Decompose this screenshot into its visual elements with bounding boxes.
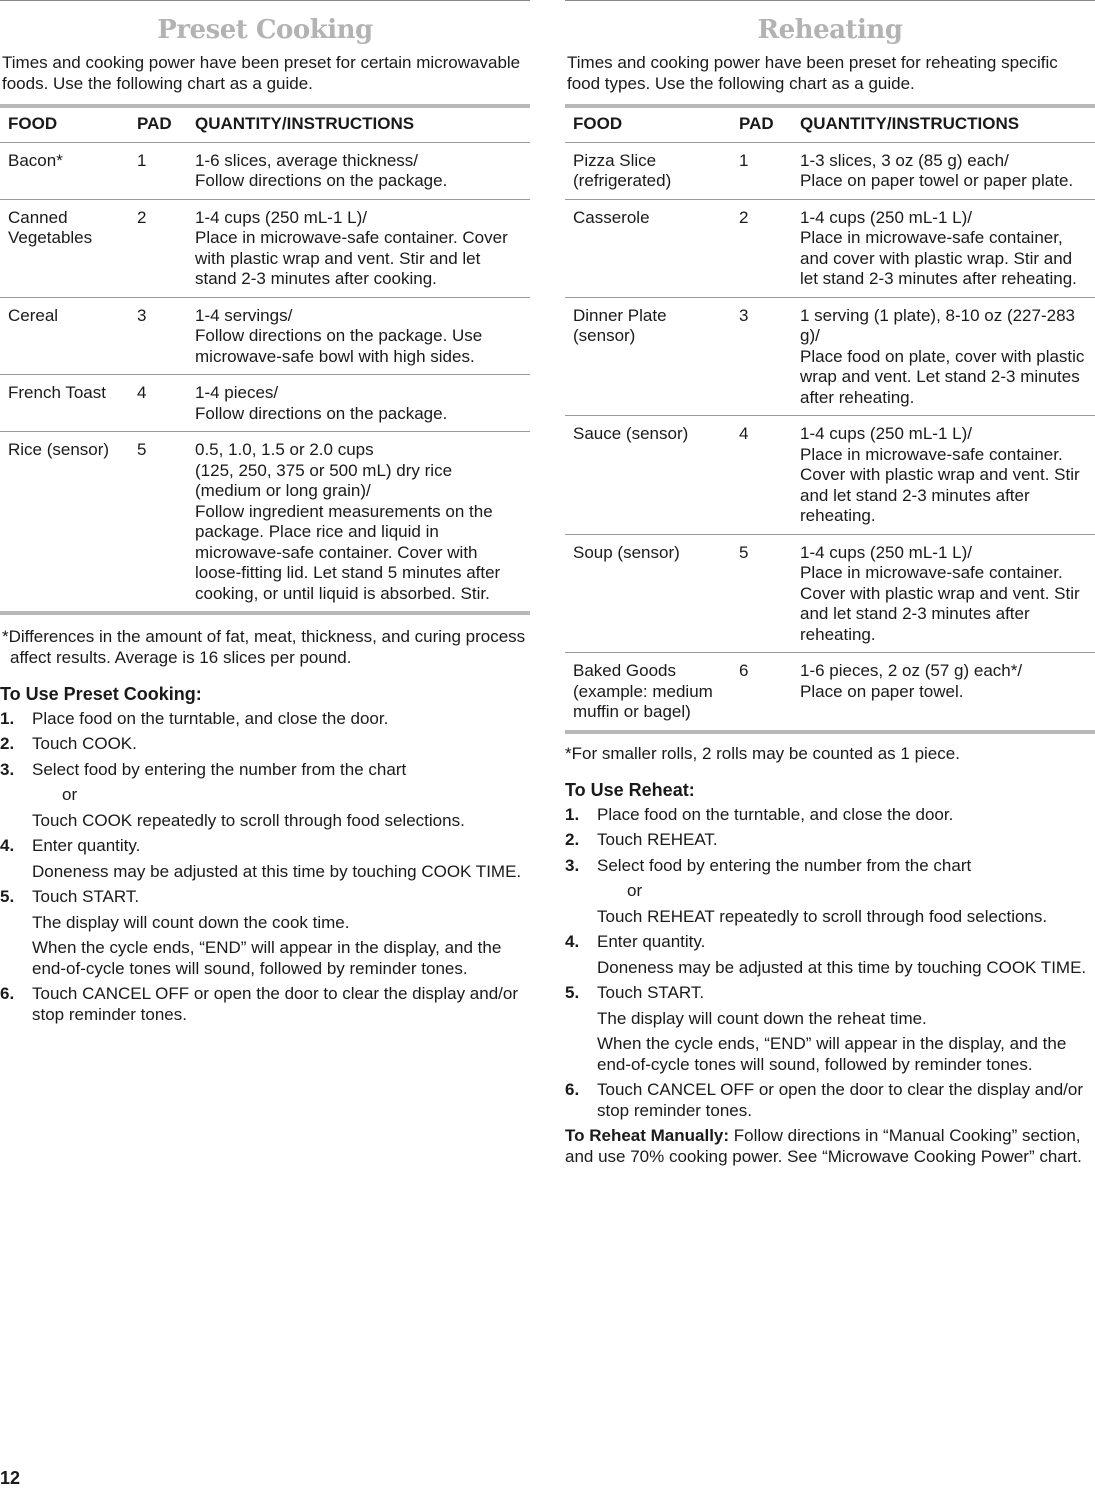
top-rule: [565, 0, 1095, 1]
step-text: Touch REHEAT.: [597, 830, 718, 849]
step-item: [565, 805, 1095, 826]
step-item: [0, 734, 530, 755]
table-row: [565, 653, 1095, 732]
pad-cell: 3: [129, 297, 187, 375]
step-number: 2.: [565, 830, 580, 849]
step-item: [0, 760, 530, 832]
top-rule: [0, 0, 530, 1]
step-number: 4.: [565, 932, 580, 951]
preset-cooking-section: [0, 0, 530, 1030]
step-number: 1.: [565, 804, 580, 824]
table-row: [565, 416, 1095, 535]
step-item: [565, 932, 1095, 978]
food-cell: Casserole: [565, 199, 731, 297]
chart-footnote: *Differences in the amount of fat, meat, thickness, and curing process affect results. Average is 16 slices per pound.: [2, 627, 526, 667]
step-number: 2.: [0, 734, 15, 753]
pad-cell: 1: [129, 142, 187, 199]
pad-cell: 2: [129, 199, 187, 297]
column-header-instructions: QUANTITY/INSTRUCTIONS: [187, 106, 530, 142]
step-item: [0, 984, 530, 1025]
table-row: [565, 534, 1095, 653]
table-row: [565, 142, 1095, 199]
step-text: Touch START.: [32, 887, 140, 906]
column-header-pad: PAD: [731, 106, 792, 142]
step-item: [565, 1080, 1095, 1121]
step-item: [565, 983, 1095, 1075]
step-detail: The display will count down the reheat time.: [597, 1008, 927, 1028]
step-item: [0, 709, 530, 730]
howto-title: To Use Preset Cooking:: [0, 684, 202, 704]
table-row: [0, 297, 530, 375]
page-number: 12: [0, 1468, 21, 1488]
table-row: [0, 375, 530, 432]
pad-cell: 1: [731, 142, 792, 199]
table-row: [0, 142, 530, 199]
table-row: [565, 297, 1095, 416]
instructions-cell: 1-4 cups (250 mL-1 L)/ Place in microwave-safe container. Cover with plastic wrap and vent. Stir and let stand 2-3 minutes after reheating.: [792, 416, 1095, 535]
table-row: [0, 199, 530, 297]
step-number: 6.: [565, 1080, 580, 1099]
column-header-instructions: QUANTITY/INSTRUCTIONS: [792, 106, 1095, 142]
section-intro: Times and cooking power have been preset for reheating specific food types. Use the following chart as a guide.: [567, 53, 1058, 93]
step-item: [565, 830, 1095, 851]
food-cell: Baked Goods (example: medium muffin or bagel): [565, 653, 731, 732]
food-cell: Bacon*: [0, 142, 129, 199]
column-header-food: FOOD: [565, 106, 731, 142]
steps-list: [0, 709, 530, 1026]
step-number: 5.: [565, 983, 580, 1002]
step-detail: When the cycle ends, “END” will appear in the display, and the end-of-cycle tones will sound, followed by reminder tones.: [32, 938, 502, 978]
section-title: Reheating: [757, 15, 903, 45]
pad-cell: 3: [731, 297, 792, 416]
food-cell: Dinner Plate (sensor): [565, 297, 731, 416]
instructions-cell: 1-6 pieces, 2 oz (57 g) each*/ Place on paper towel.: [792, 653, 1095, 732]
table-header-row: [0, 106, 530, 142]
reheat-manually-label: To Reheat Manually:: [565, 1126, 730, 1145]
step-text: Select food by entering the number from the chart: [32, 759, 407, 779]
steps-list: [565, 805, 1095, 1122]
step-text: Select food by entering the number from the chart: [597, 855, 972, 875]
food-cell: Rice (sensor): [0, 432, 129, 614]
step-detail: The display will count down the cook time.: [32, 912, 350, 932]
pad-cell: 5: [731, 534, 792, 653]
step-number: 6.: [0, 984, 15, 1003]
pad-cell: 4: [129, 375, 187, 432]
step-text: Place food on the turntable, and close the door.: [597, 804, 954, 824]
step-number: 5.: [0, 887, 15, 906]
pad-cell: 5: [129, 432, 187, 614]
step-number: 4.: [0, 836, 15, 855]
step-number: 3.: [565, 855, 580, 875]
step-detail: When the cycle ends, “END” will appear in the display, and the end-of-cycle tones will sound, followed by reminder tones.: [597, 1034, 1067, 1074]
table-row: [565, 199, 1095, 297]
food-cell: Soup (sensor): [565, 534, 731, 653]
section-intro: Times and cooking power have been preset for certain microwavable foods. Use the following chart as a guide.: [2, 53, 521, 93]
food-cell: Canned Vegetables: [0, 199, 129, 297]
reheating-section: [565, 0, 1095, 1184]
step-text: Touch START.: [597, 983, 705, 1002]
step-number: 3.: [0, 759, 15, 779]
step-or: or: [62, 785, 78, 804]
section-title: Preset Cooking: [157, 15, 373, 45]
step-or: or: [627, 881, 643, 900]
instructions-cell: 1-4 pieces/ Follow directions on the package.: [187, 375, 530, 432]
step-item: [565, 856, 1095, 928]
chart-footnote: *For smaller rolls, 2 rolls may be counted as 1 piece.: [565, 743, 960, 763]
column-header-food: FOOD: [0, 106, 129, 142]
step-item: [0, 887, 530, 979]
reheat-manually-note: [565, 1126, 1095, 1167]
step-detail: Doneness may be adjusted at this time by touching COOK TIME.: [32, 861, 522, 881]
food-cell: Sauce (sensor): [565, 416, 731, 535]
preset-cooking-chart: [0, 104, 530, 615]
pad-cell: 2: [731, 199, 792, 297]
step-text: Place food on the turntable, and close the door.: [32, 708, 389, 728]
step-number: 1.: [0, 708, 15, 728]
food-cell: Pizza Slice (refrigerated): [565, 142, 731, 199]
instructions-cell: 0.5, 1.0, 1.5 or 2.0 cups (125, 250, 375 or 500 mL) dry rice (medium or long grain)/ Follow ingredient measurements on the package. Place rice and liquid in microwave-safe container. Cover with loose-fitting lid. Let stand 5 minutes after cooking, or until liquid is absorbed. Stir.: [187, 432, 530, 614]
step-text: Enter quantity.: [597, 932, 706, 951]
reheat-manually-text: Follow directions in “Manual Cooking” section, and use 70% cooking power. See “Microwave Cooking Power” chart.: [565, 1126, 1082, 1166]
instructions-cell: 1 serving (1 plate), 8-10 oz (227-283 g)/ Place food on plate, cover with plastic wrap and vent. Let stand 2-3 minutes after reheating.: [792, 297, 1095, 416]
instructions-cell: 1-4 cups (250 mL-1 L)/ Place in microwave-safe container, and cover with plastic wrap. Stir and let stand 2-3 minutes after reheating.: [792, 199, 1095, 297]
instructions-cell: 1-6 slices, average thickness/ Follow directions on the package.: [187, 142, 530, 199]
instructions-cell: 1-4 cups (250 mL-1 L)/ Place in microwave-safe container. Cover with plastic wrap and vent. Stir and let stand 2-3 minutes after reheating.: [792, 534, 1095, 653]
table-row: [0, 432, 530, 614]
pad-cell: 6: [731, 653, 792, 732]
step-text: Touch CANCEL OFF or open the door to clear the display and/or stop reminder tones.: [32, 984, 519, 1024]
instructions-cell: 1-3 slices, 3 oz (85 g) each/ Place on paper towel or paper plate.: [792, 142, 1095, 199]
pad-cell: 4: [731, 416, 792, 535]
step-text: Touch CANCEL OFF or open the door to clear the display and/or stop reminder tones.: [597, 1080, 1084, 1120]
step-alt: Touch REHEAT repeatedly to scroll through food selections.: [597, 906, 1048, 926]
howto-title: To Use Reheat:: [565, 780, 695, 800]
instructions-cell: 1-4 cups (250 mL-1 L)/ Place in microwave-safe container. Cover with plastic wrap and vent. Stir and let stand 2-3 minutes after cooking.: [187, 199, 530, 297]
food-cell: Cereal: [0, 297, 129, 375]
step-alt: Touch COOK repeatedly to scroll through food selections.: [32, 810, 465, 830]
step-text: Enter quantity.: [32, 836, 141, 855]
food-cell: French Toast: [0, 375, 129, 432]
column-header-pad: PAD: [129, 106, 187, 142]
reheating-chart: [565, 104, 1095, 734]
table-header-row: [565, 106, 1095, 142]
step-text: Touch COOK.: [32, 734, 137, 753]
instructions-cell: 1-4 servings/ Follow directions on the package. Use microwave-safe bowl with high sides.: [187, 297, 530, 375]
step-item: [0, 836, 530, 882]
step-detail: Doneness may be adjusted at this time by touching COOK TIME.: [597, 957, 1087, 977]
